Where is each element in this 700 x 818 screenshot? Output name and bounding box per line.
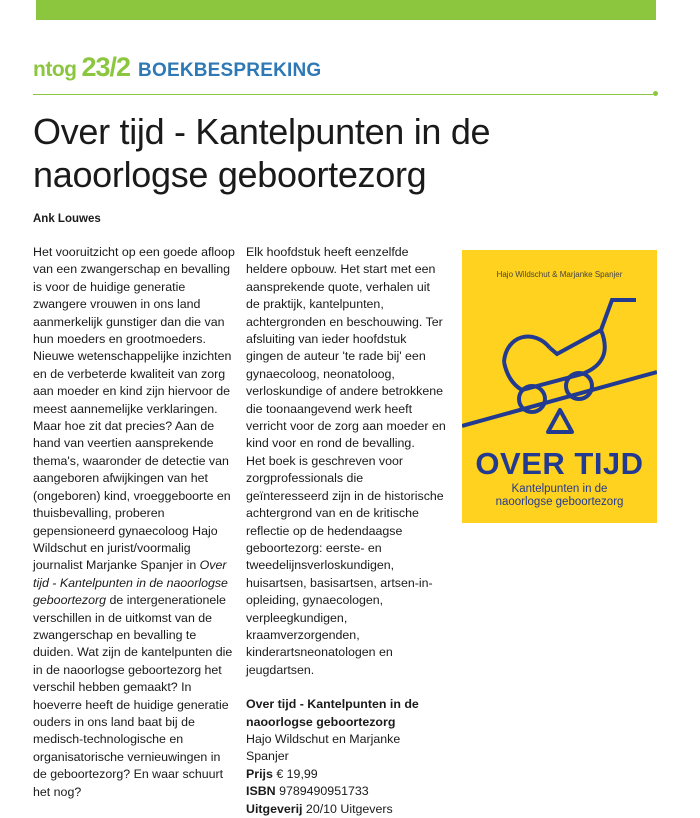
book-title-italic: Over tijd - Kantelpunten in de naoorlogse geboortezorg [33, 558, 228, 608]
book-cover [462, 250, 657, 523]
issue-number: 23/2 [81, 52, 131, 82]
body-text: de intergenerationele verschillen in de uitkomst van de zwangerschap en bevalling te duiden. Wat zijn de kantelpunten die in de naoorlogse geboortezorg het verschil hebben gemaakt? In hoeverre heeft de huidige generatie ouders in ons land baat bij de medisch-technologische en organisatorische vernieuwingen in de geboortezorg? En waar schuurt het nog? [33, 593, 233, 799]
page-header [33, 52, 321, 86]
article-column-2 [246, 244, 446, 818]
book-cover-authors: Hajo Wildschut & Marjanke Spanjer [496, 270, 623, 279]
section-title: BOEKBESPREKING [138, 60, 322, 81]
magazine-name: ntog [33, 58, 77, 81]
article-column-1 [33, 244, 237, 801]
header-rule-end [653, 91, 658, 96]
book-info-title: Over tijd - Kantelpunten in de naoorlogse geboortezorg [246, 697, 419, 729]
book-info-isbn: ISBN 9789490951733 [246, 784, 369, 799]
header-rule [33, 94, 653, 95]
top-accent-bar [36, 0, 656, 20]
book-info-price: Prijs € 19,99 [246, 766, 318, 781]
column-2-paragraph-1: Elk hoofdstuk heeft eenzelfde heldere opbouw. Het start met een aansprekende quote, verhalen uit de praktijk, kantelpunten, achtergronden en beschouwing. Ter afsluiting van ieder hoofdstuk gingen de auteur 'te rade bij' een gynaecoloog, neonatoloog, verloskundige of andere betrokkene die toonaangevend werk heeft verricht voor de zorg aan moeder en kind voor en rond de bevalling. [246, 245, 446, 451]
column-2-paragraph-2: Het boek is geschreven voor zorgprofessionals die geïnteresseerd zijn in de historische achtergrond van en de kritische reflectie op de hedendaagse geboortezorg: eerste- en tweedelijnsverloskundigen, huisartsen, basisartsen, artsen-in-opleiding, gynaecologen, verpleegkundigen, kraamverzorgenden, kinderartsneonatologen en jeugdartsen. [246, 453, 444, 677]
article-title: Over tijd - Kantelpunten in de naoorlogse geboortezorg [33, 111, 491, 195]
column-1-paragraph [33, 244, 237, 801]
book-cover-subtitle: Kantelpunten in de naoorlogse geboortezorg [495, 483, 624, 508]
book-info-authors: Hajo Wildschut en Marjanke Spanjer [246, 731, 401, 764]
body-text: Het vooruitzicht op een goede afloop van een zwangerschap en bevalling is voor de huidige generatie zwangere vrouwen in ons land aanmerkelijk gunstiger dan die van hun moeders en grootmoeders. Nieuwe wetenschappelijke inzichten en de verbeterde kwaliteit van zorg aan moeder en kind zijn hiervoor de meest aannemelijke verklaringen. Maar hoe zit dat precies? Aan de hand van veertien aansprekende thema's, waaronder de detectie van aangeboren afwijkingen van het (ongeboren) kind, vroeggeboorte en thuisbevalling, proberen gepensioneerd gynaecoloog Hajo Wildschut en jurist/voormalig journalist Marjanke Spanjer in [33, 245, 235, 573]
article-author: Ank Louwes [33, 213, 101, 225]
book-cover-title: OVER TIJD [475, 446, 644, 481]
book-info-publisher: Uitgeverij 20/10 Uitgevers [246, 801, 393, 816]
